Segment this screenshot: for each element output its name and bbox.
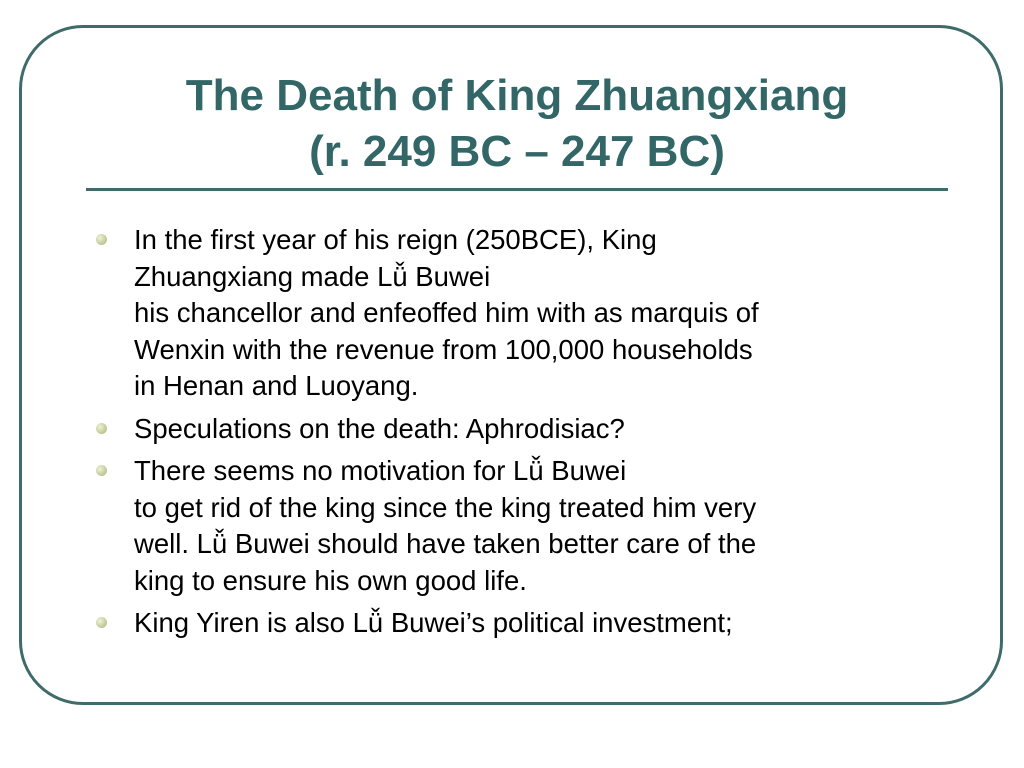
slide-title bbox=[60, 68, 974, 180]
bullet-line: King Yiren is also Lǚ Buwei’s political investment; bbox=[134, 607, 733, 638]
bullet-line: his chancellor and enfeoffed him with as marquis of bbox=[134, 297, 759, 328]
bullet-line: well. Lǚ Buwei should have taken better care of the bbox=[134, 528, 757, 559]
slide-title-line-1: The Death of King Zhuangxiang bbox=[185, 71, 849, 120]
bullet-icon bbox=[96, 234, 107, 245]
bullet-item-2 bbox=[96, 411, 926, 448]
bullet-icon bbox=[96, 423, 107, 434]
bullet-line: There seems no motivation for Lǚ Buwei bbox=[134, 455, 627, 486]
bullet-list bbox=[96, 222, 926, 648]
bullet-line: Wenxin with the revenue from 100,000 households bbox=[134, 333, 753, 365]
bullet-line: In the first year of his reign (250BCE), King bbox=[134, 224, 657, 255]
bullet-line: Speculations on the death: Aphrodisiac? bbox=[134, 412, 625, 444]
bullet-text bbox=[134, 222, 926, 405]
bullet-text bbox=[134, 605, 926, 642]
slide-title-line-2: (r. 249 BC – 247 BC) bbox=[309, 127, 725, 176]
title-divider bbox=[86, 188, 948, 191]
bullet-line: to get rid of the king since the king treated him very bbox=[134, 491, 757, 523]
bullet-icon bbox=[96, 617, 107, 628]
bullet-line: king to ensure his own good life. bbox=[134, 564, 527, 596]
bullet-line: in Henan and Luoyang. bbox=[134, 370, 419, 401]
bullet-item-4 bbox=[96, 605, 926, 642]
bullet-text bbox=[134, 411, 926, 448]
bullet-item-1 bbox=[96, 222, 926, 405]
bullet-line: Zhuangxiang made Lǚ Buwei bbox=[134, 260, 491, 292]
bullet-text bbox=[134, 453, 926, 599]
bullet-item-3 bbox=[96, 453, 926, 599]
bullet-icon bbox=[96, 465, 107, 476]
